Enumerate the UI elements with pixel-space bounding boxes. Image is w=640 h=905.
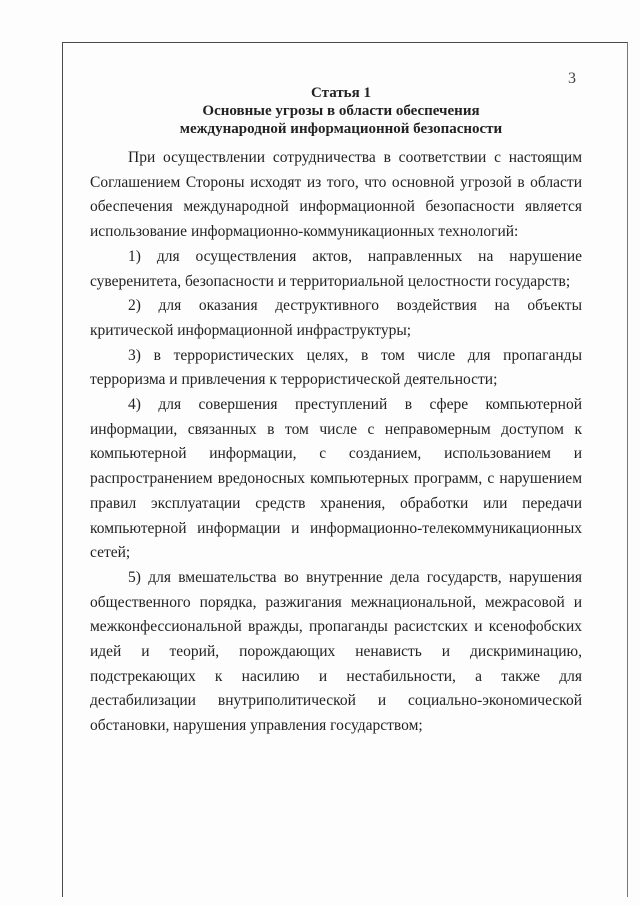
article-body bbox=[90, 146, 582, 739]
article-title: Статья 1 bbox=[311, 85, 371, 101]
page-number: 3 bbox=[568, 70, 576, 87]
paragraph-item-5: 5) для вмешательства во внутренние дела государств, нарушения общественного порядка, разжигания межнациональной, межрасовой и межконфессиональной вражды, пропаганды расистских и ксенофобских идей и теорий, порождающих ненависть и дискриминацию, подстрекающих к насилию и нестабильности, а также для дестабилизации внутриполитической и социально-экономической обстановки, нарушения управления государством; bbox=[90, 568, 582, 735]
paragraph-item-4: 4) для совершения преступлений в сфере компьютерной информации, связанных в том числе с неправомерным доступом к компьютерной информации, с созданием, использованием и распространением вредоносных компьютерных программ, с нарушением правил эксплуатации средств хранения, обработки или передачи компьютерной информации и информационно-телекоммуникационных сетей; bbox=[90, 396, 582, 562]
paragraph-item-1: 1) для осуществления актов, направленных на нарушение суверенитета, безопасности и территориальной целостности государств; bbox=[90, 247, 582, 290]
article-heading bbox=[100, 84, 582, 138]
article-subtitle-line-2: международной информационной безопасности bbox=[179, 121, 503, 137]
paragraph-intro: При осуществлении сотрудничества в соответствии с настоящим Соглашением Стороны исходят из того, что основной угрозой в области обеспечения международной информационной безопасности является использование информационно-коммуникационных технологий: bbox=[90, 149, 582, 241]
paragraph-item-2: 2) для оказания деструктивного воздействия на объекты критической информационной инфраструктуры; bbox=[90, 297, 582, 339]
article-subtitle-line-1: Основные угрозы в области обеспечения bbox=[202, 103, 480, 119]
paragraph-item-3: 3) в террористических целях, в том числе для пропаганды терроризма и привлечения к террористической деятельности; bbox=[90, 346, 582, 389]
